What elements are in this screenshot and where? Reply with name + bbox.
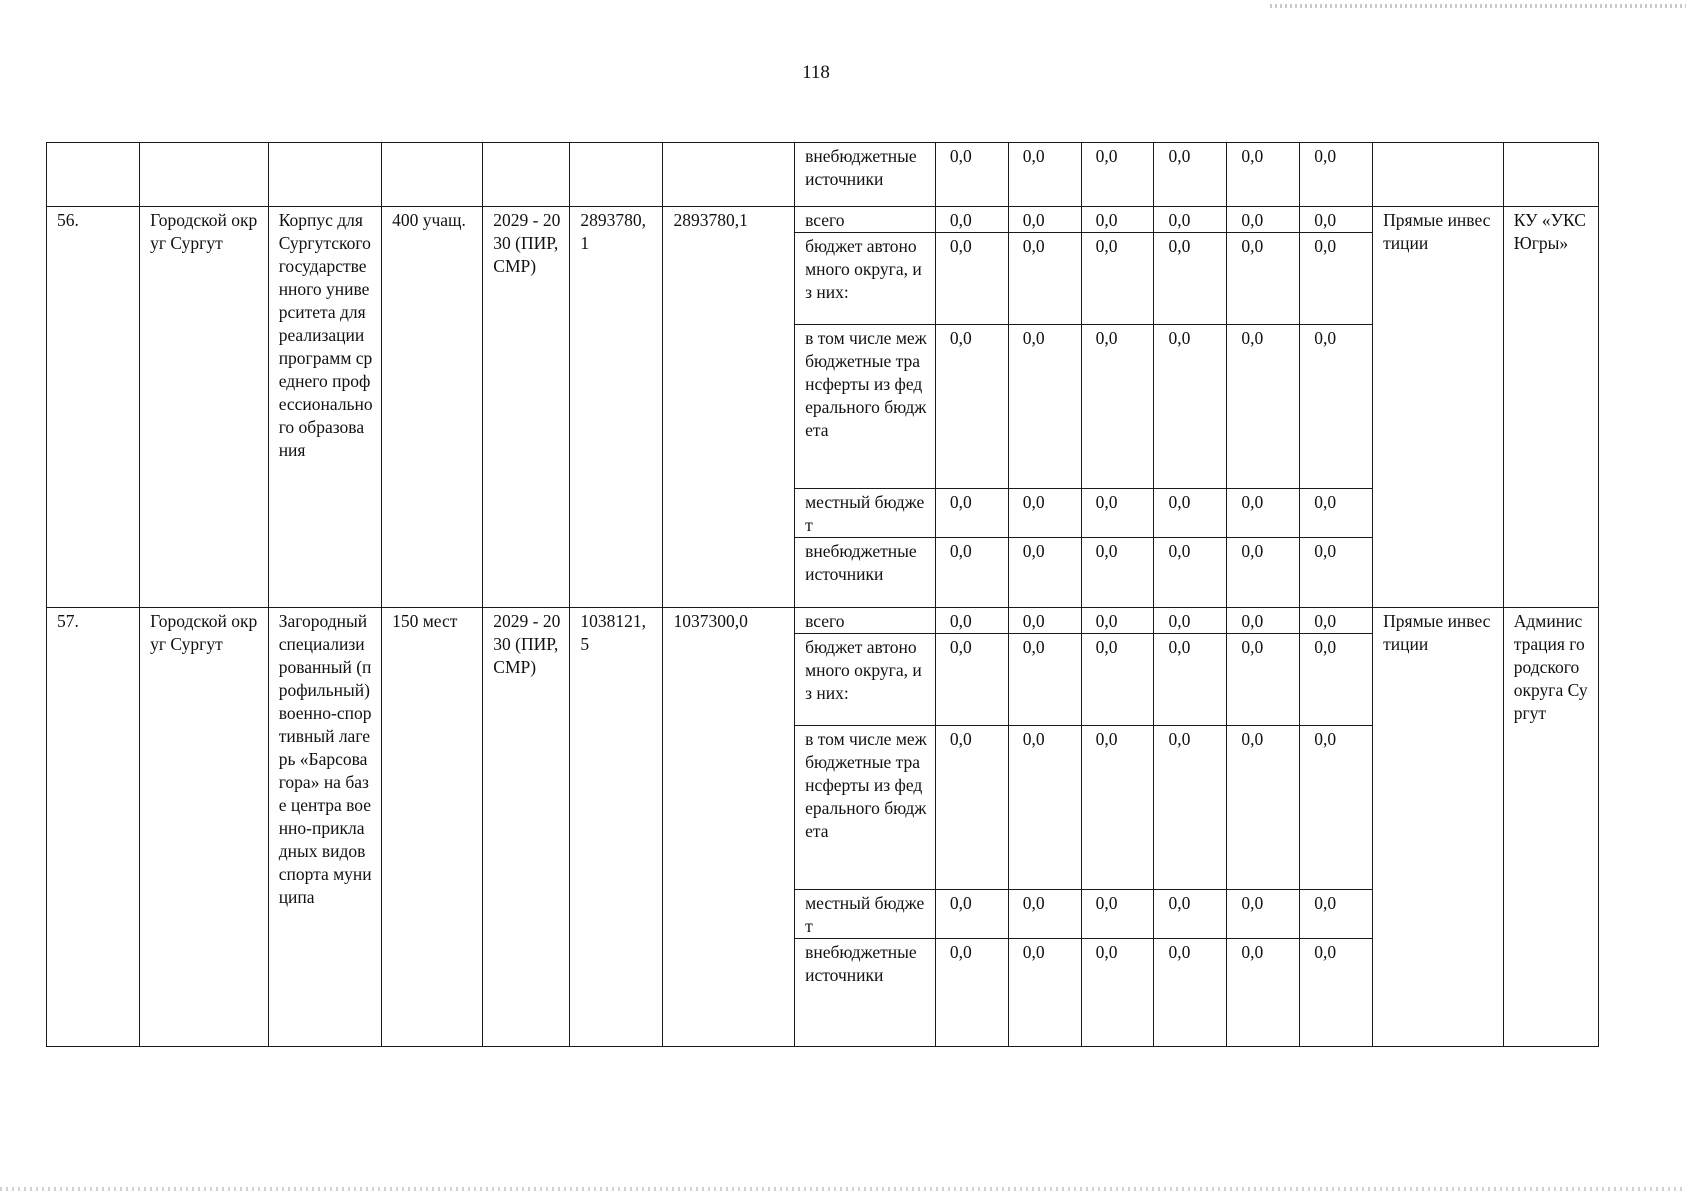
value-cell: 0,0 [1300,890,1373,939]
value-cell: 0,0 [1300,634,1373,726]
value-cell: 0,0 [1154,489,1227,538]
value-cell: 0,0 [1081,538,1154,608]
value-cell: 0,0 [1300,726,1373,890]
table-row [47,608,1599,634]
value-cell: 0,0 [935,890,1008,939]
value-cell: 0,0 [1081,726,1154,890]
value-cell: 0,0 [1227,143,1300,207]
empty-cell [382,143,483,207]
value-cell: 0,0 [1227,939,1300,1047]
value-cell: 0,0 [1008,890,1081,939]
value-cell: 0,0 [1081,207,1154,233]
source-name: в том числе межбюджетные трансферты из федерального бюджета [795,325,936,489]
value-cell: 0,0 [1227,634,1300,726]
continuation-row [47,143,1599,207]
value-cell: 0,0 [1081,634,1154,726]
source-name: бюджет автономного округа, из них: [795,233,936,325]
value-cell: 0,0 [1081,325,1154,489]
empty-cell [570,143,663,207]
source-name: внебюджетные источники [795,538,936,608]
value-cell: 0,0 [1008,608,1081,634]
value-cell: 0,0 [1227,489,1300,538]
source-name: всего [795,608,936,634]
remaining-cost: 1037300,0 [663,608,795,1047]
value-cell: 0,0 [1300,489,1373,538]
empty-cell [663,143,795,207]
value-cell: 0,0 [1008,233,1081,325]
value-cell: 0,0 [1154,207,1227,233]
row-number: 57. [47,608,140,1047]
empty-cell [47,143,140,207]
value-cell: 0,0 [1081,233,1154,325]
page-number: 118 [802,62,830,83]
empty-cell [268,143,381,207]
value-cell: 0,0 [1081,939,1154,1047]
source-name: местный бюджет [795,489,936,538]
empty-cell [1503,143,1598,207]
value-cell: 0,0 [1008,143,1081,207]
table-row [47,207,1599,233]
value-cell: 0,0 [1008,538,1081,608]
source-name: всего [795,207,936,233]
value-cell: 0,0 [1154,939,1227,1047]
capacity: 150 мест [382,608,483,1047]
value-cell: 0,0 [1008,726,1081,890]
value-cell: 0,0 [1227,233,1300,325]
value-cell: 0,0 [1154,538,1227,608]
value-cell: 0,0 [1227,538,1300,608]
value-cell: 0,0 [1227,890,1300,939]
value-cell: 0,0 [1300,325,1373,489]
value-cell: 0,0 [1300,233,1373,325]
row-number: 56. [47,207,140,608]
value-cell: 0,0 [1081,608,1154,634]
value-cell: 0,0 [1227,325,1300,489]
remaining-cost: 2893780,1 [663,207,795,608]
value-cell: 0,0 [1081,143,1154,207]
value-cell: 0,0 [935,143,1008,207]
empty-cell [483,143,570,207]
source-name: внебюджетные источники [795,143,936,207]
value-cell: 0,0 [1300,143,1373,207]
value-cell: 0,0 [1154,325,1227,489]
scan-noise-top [1270,4,1686,8]
customer: КУ «УКС Югры» [1503,207,1598,608]
value-cell: 0,0 [935,634,1008,726]
value-cell: 0,0 [935,538,1008,608]
investment-table-sheet [46,142,1599,1047]
value-cell: 0,0 [935,207,1008,233]
district: Городской округ Сургут [140,207,269,608]
value-cell: 0,0 [935,608,1008,634]
value-cell: 0,0 [1008,489,1081,538]
investment-table [46,142,1599,1047]
value-cell: 0,0 [1227,726,1300,890]
value-cell: 0,0 [935,939,1008,1047]
customer: Администрация городского округа Сургут [1503,608,1598,1047]
investment-mechanism: Прямые инвестиции [1373,207,1504,608]
source-name: местный бюджет [795,890,936,939]
object-name: Загородный специализированный (профильный) военно-спортивный лагерь «Барсова гора» на базе центра военно-прикладных видов спорта муниципа [268,608,381,1047]
value-cell: 0,0 [1008,634,1081,726]
estimated-cost: 2893780,1 [570,207,663,608]
empty-cell [140,143,269,207]
value-cell: 0,0 [1300,207,1373,233]
value-cell: 0,0 [1154,890,1227,939]
value-cell: 0,0 [1008,207,1081,233]
object-name: Корпус для Сургутского государственного университета для реализации программ среднего профессионального образования [268,207,381,608]
empty-cell [1373,143,1504,207]
value-cell: 0,0 [1300,939,1373,1047]
value-cell: 0,0 [1300,608,1373,634]
value-cell: 0,0 [1227,207,1300,233]
period: 2029 - 2030 (ПИР, СМР) [483,207,570,608]
source-name: в том числе межбюджетные трансферты из федерального бюджета [795,726,936,890]
value-cell: 0,0 [1154,634,1227,726]
value-cell: 0,0 [1154,726,1227,890]
district: Городской округ Сургут [140,608,269,1047]
value-cell: 0,0 [935,726,1008,890]
value-cell: 0,0 [1008,325,1081,489]
scan-noise-bottom [0,1187,1686,1191]
source-name: внебюджетные источники [795,939,936,1047]
value-cell: 0,0 [1300,538,1373,608]
value-cell: 0,0 [1081,890,1154,939]
period: 2029 - 2030 (ПИР, СМР) [483,608,570,1047]
value-cell: 0,0 [1154,233,1227,325]
value-cell: 0,0 [1008,939,1081,1047]
capacity: 400 учащ. [382,207,483,608]
value-cell: 0,0 [1154,608,1227,634]
value-cell: 0,0 [1081,489,1154,538]
investment-mechanism: Прямые инвестиции [1373,608,1504,1047]
value-cell: 0,0 [1154,143,1227,207]
value-cell: 0,0 [1227,608,1300,634]
value-cell: 0,0 [935,233,1008,325]
source-name: бюджет автономного округа, из них: [795,634,936,726]
value-cell: 0,0 [935,325,1008,489]
value-cell: 0,0 [935,489,1008,538]
estimated-cost: 1038121,5 [570,608,663,1047]
